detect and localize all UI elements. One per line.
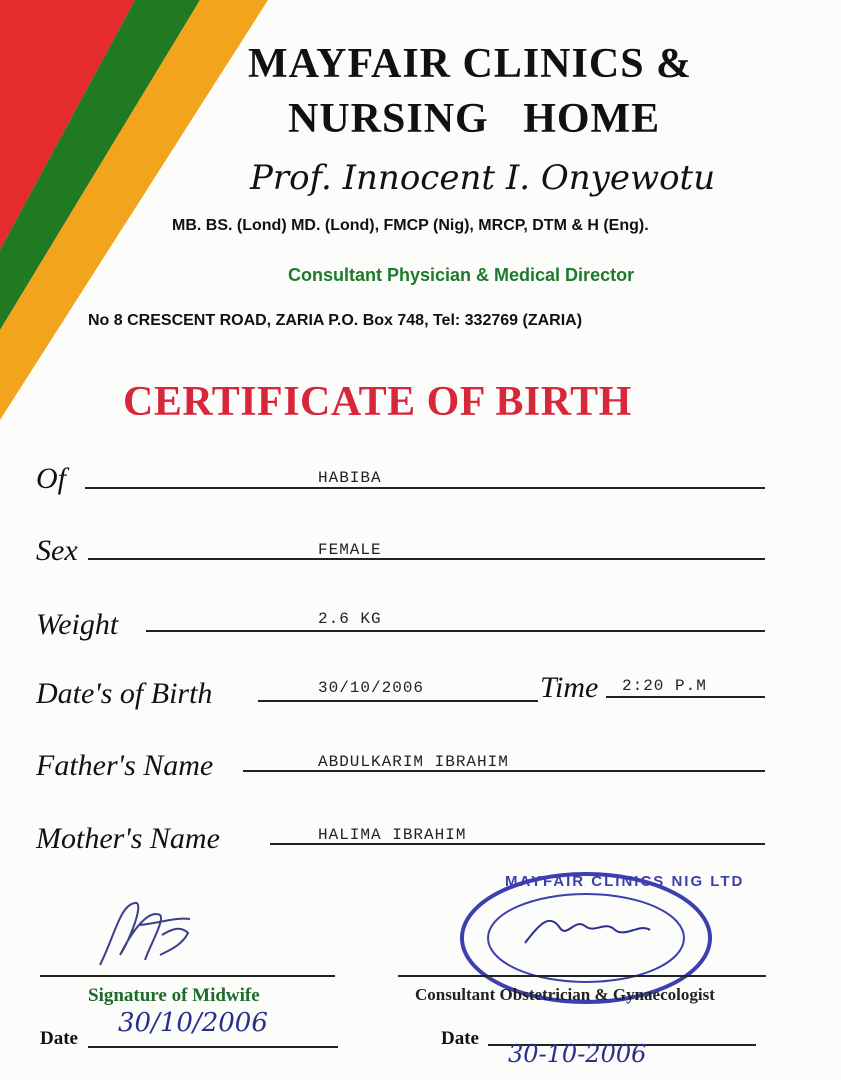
stamp-text: MAYFAIR CLINICS NIG LTD xyxy=(505,873,745,890)
of-value: HABIBA xyxy=(318,469,382,487)
father-name-label: Father's Name xyxy=(36,749,214,782)
of-line xyxy=(85,487,765,489)
dob-value: 30/10/2006 xyxy=(318,679,425,697)
midwife-signature xyxy=(90,895,210,975)
date-value-right: 30-10-2006 xyxy=(508,1040,647,1068)
midwife-signature-line xyxy=(40,975,335,977)
director-qualifications: MB. BS. (Lond) MD. (Lond), FMCP (Nig), MRCP, DTM & H (Eng). xyxy=(172,217,649,234)
time-line xyxy=(606,696,765,698)
clinic-name-line1: MAYFAIR CLINICS & xyxy=(248,41,693,87)
dob-label: Date's of Birth xyxy=(36,677,213,710)
director-role: Consultant Physician & Medical Director xyxy=(288,265,635,285)
certificate-title: CERTIFICATE OF BIRTH xyxy=(123,379,632,425)
date-label-right: Date xyxy=(441,1028,479,1049)
date-value-left: 30/10/2006 xyxy=(118,1008,268,1038)
mother-name-value: HALIMA IBRAHIM xyxy=(318,826,467,844)
of-label: Of xyxy=(36,462,66,495)
director-name: Prof. Innocent I. Onyewotu xyxy=(250,158,716,198)
sex-value: FEMALE xyxy=(318,541,382,559)
sex-line xyxy=(88,558,765,560)
dob-line xyxy=(258,700,538,702)
date-line-left xyxy=(88,1046,338,1048)
midwife-signature-label: Signature of Midwife xyxy=(88,985,260,1006)
clinic-address: No 8 CRESCENT ROAD, ZARIA P.O. Box 748, Tel: 332769 (ZARIA) xyxy=(88,312,583,329)
time-value: 2:20 P.M xyxy=(622,677,707,695)
weight-label: Weight xyxy=(36,608,119,641)
clinic-name-line2: NURSING HOME xyxy=(288,96,661,142)
mother-name-label: Mother's Name xyxy=(36,822,220,855)
sex-label: Sex xyxy=(36,534,78,567)
time-label: Time xyxy=(540,671,599,704)
weight-line xyxy=(146,630,765,632)
consultant-signature-line xyxy=(398,975,766,977)
date-label-left: Date xyxy=(40,1028,78,1049)
father-name-value: ABDULKARIM IBRAHIM xyxy=(318,753,509,771)
consultant-label: Consultant Obstetrician & Gynaecologist xyxy=(415,985,715,1004)
weight-value: 2.6 KG xyxy=(318,610,382,628)
